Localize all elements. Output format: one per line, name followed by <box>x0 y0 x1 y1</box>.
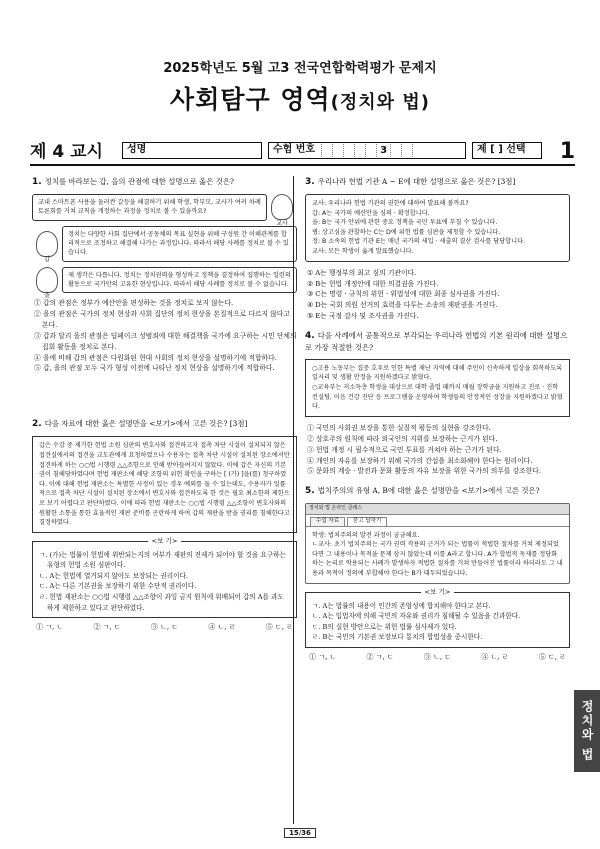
answer-5[interactable]: ⑤ ㄷ, ㄹ <box>265 623 293 632</box>
answer-3[interactable]: ③ ㄴ, ㄷ <box>150 623 179 632</box>
answer-2[interactable]: ② ㄱ, ㄷ <box>366 652 394 661</box>
dialogue-line: 정: B 소속의 헌법 기관 E는 매년 국가의 세입 · 세출의 결산 검사를 담당합니다. <box>312 238 526 246</box>
answer-5[interactable]: ⑤ ㄷ, ㄹ <box>538 652 566 661</box>
choice-2[interactable]: ② B는 헌법 개정안에 대한 의결권을 가진다. <box>307 279 439 288</box>
answer-choices <box>32 298 297 374</box>
right-column <box>305 176 570 668</box>
choice-1[interactable]: ① 갑의 관점은 정부가 예산안을 편성하는 것을 정치로 보지 않는다. <box>34 299 234 308</box>
tab-class-materials[interactable]: 수업 자료 <box>310 517 345 526</box>
choice-4[interactable]: ④ D는 국회 의원 선거의 효력을 다투는 소송의 재판권을 가진다. <box>307 301 498 310</box>
exam-title: 2025학년도 5월 고3 전국연합학력평가 문제지 <box>163 61 437 76</box>
question-text: 법치주의의 유형 A, B에 대한 옳은 설명만을 <보기>에서 고른 것은? <box>317 486 540 496</box>
bogi-item: ㄹ. 헌법 재판소는 ○○법 시행령 △△조항이 과잉 금지 원칙에 위배되어 갑의 A를 과도하게 제한하고 있다고 판단하였다. <box>39 592 284 612</box>
dialogue-box <box>305 194 570 262</box>
online-class-window <box>305 503 570 583</box>
bogi-item: ㄷ. A는 다른 기본권을 보장하기 위한 수단적 권리이다. <box>39 582 197 591</box>
bogi-item: ㄱ. A는 법률의 내용이 인간의 존엄성에 합치해야 한다고 본다. <box>312 601 491 610</box>
window-body <box>306 526 569 583</box>
name-label: 성명 <box>127 144 147 156</box>
question-text: 다음 자료에 대한 옳은 설명만을 <보기>에서 고른 것은? [3점] <box>44 419 248 429</box>
bogi-item: ㄷ. B의 실현 방안으로는 위헌 법률 심사제가 있다. <box>312 622 457 631</box>
subject-sub: (정치와 법) <box>330 92 430 113</box>
question-text: 다음 사례에서 공통적으로 부각되는 우리나라 헌법의 기본 원리에 대한 설명으로 가장 적절한 것은? <box>305 331 568 353</box>
eul-dialogue <box>32 267 297 300</box>
question-text: 우리나라 헌법 기관 A ~ E에 대한 설명으로 옳은 것은? [3점] <box>317 177 516 186</box>
bogi-box <box>32 536 297 618</box>
subject-main: 사회탐구 영역 <box>170 85 331 114</box>
gap-speech: 정치는 다양한 사회 집단에서 공동체의 목표 실현을 위해 구성원 간 이해관계를 합리적으로 조정하고 해결해 나가는 과정입니다. 따라서 해당 사례를 정치로 볼 수 있습니다. <box>62 226 297 262</box>
question-1 <box>32 176 297 374</box>
answer-choices <box>305 268 570 322</box>
gap-figure-icon <box>36 231 58 263</box>
question-text: 정치를 바라보는 갑, 을의 관점에 대한 설명으로 옳은 것은? <box>44 177 235 186</box>
teacher-dialogue <box>32 194 297 227</box>
bogi-box <box>305 587 570 648</box>
exam-number-label: 수험 번호 <box>273 144 316 156</box>
bogi-label: <보 기> <box>148 536 182 547</box>
eul-figure-icon <box>36 267 58 300</box>
page-footer <box>0 828 600 838</box>
choice-3[interactable]: ③ 헌법 개정 시 필수적으로 국민 투표를 거쳐야 하는 근거가 된다. <box>307 445 502 454</box>
case-line: ○교육부는 저소득층 학생을 대상으로 대학 졸업 때까지 매월 장학금을 지원하고 진로 · 진학 컨설팅, 이음 건강 진단 등 프로그램을 운영하여 학생들의 안정적인 성장을 지원하겠다고 밝혔다. <box>312 384 563 411</box>
period-label: 제 4 교시 <box>30 142 103 162</box>
footer-page-indicator: 15/36 <box>284 828 316 838</box>
name-box <box>122 142 262 159</box>
answer-4[interactable]: ④ ㄴ, ㄹ <box>481 652 509 661</box>
subject-title <box>0 82 600 118</box>
bogi-item: ㄴ. A는 헌법에 열거되지 않아도 보장되는 권리이다. <box>39 571 188 580</box>
gap-label: 갑 <box>44 255 50 263</box>
choice-2[interactable]: ② 상호주의 원칙에 따라 외국인의 지위를 보장하는 근거가 된다. <box>307 434 498 443</box>
exam-header-bar <box>30 138 575 166</box>
question-5 <box>305 485 570 662</box>
answer-3[interactable]: ③ ㄴ, ㄷ <box>423 652 452 661</box>
eul-label: 을 <box>44 292 50 300</box>
page-number: 1 <box>559 139 575 164</box>
select-label: 제 [ ] 선택 <box>477 144 526 156</box>
passage-box: 갑은 수감 중 제기한 헌법 소원 심판의 변호사와 접견하고자 접촉 차단 시설이 설치되지 않은 접견실에서의 접견을 교도관에게 요청하였으나 수용자는 접촉 차단 시설이 설치된 장소에서만 접견하게 하는 ○○법 시행령 △△조항으로 인해 받아들여지지 않았다. 이에 갑은 자신의 기본권이 침해당하였다며 헌법 재판소에 해당 조항의 위헌 확인을 구하는 [ (가) ]을(를) 청구하였다. 이에 대해 헌법 재판소는 특별한 사정이 있는 경우 예외를 둘 수 있는데도, 수용자가 일률적으로 접촉 차단 시설이 설치된 장소에서 변호사와 접견하도록 한 것은 필요 최소한의 제한으로 보기 어렵다고 판단하였다. 이에 따라 헌법 재판소는 ○○법 시행령 △△조항이 변호사와의 원활한 소통을 통한 효율적인 재판 준비를 곤란하게 하여 갑의 재판을 받을 권리를 침해한다고 결정하였다. <box>32 436 297 532</box>
dialogue-line: 교사: 우리나라 헌법 기관의 권한에 대하여 발표해 볼까요? <box>312 200 469 208</box>
answer-options <box>32 622 297 632</box>
case-line: ○고용 노동부는 집중 호우로 인한 특별 재난 지역에 대해 주민이 신속하게 일상을 회복하도록 일자리 및 생활 안정을 지원하겠다고 밝혔다. <box>312 364 563 382</box>
answer-choices <box>305 423 570 477</box>
answer-1[interactable]: ① ㄱ, ㄴ <box>309 652 337 661</box>
answer-1[interactable]: ① ㄱ, ㄴ <box>36 623 64 632</box>
dialogue-line: 교사: 모든 학생이 옳게 발표했습니다. <box>312 248 414 256</box>
teacher-message: ㄴ교사: 초기 법치주의는 국가 권력 작용의 근거가 되는 법률이 적법한 절차를 거쳐 제정되었다면 그 내용이나 목적을 문제 삼지 않았는데 이를 A라고 합니다. A가 합법적 독재를 정당화하는 논리로 악용되는 사례가 발생하자 적법한 절차를 거쳐 만들어진 법률이라 하더라도 그 내용과 목적이 정의에 부합해야 한다는 B가 대두되었습니다. <box>312 541 563 577</box>
choice-5[interactable]: ⑤ E는 국정 감사 및 조사권을 가진다. <box>307 312 419 321</box>
teacher-label: 교사 <box>276 219 288 227</box>
answer-2[interactable]: ② ㄱ, ㄷ <box>93 623 121 632</box>
question-number: 4. <box>305 331 315 342</box>
question-3 <box>305 176 570 322</box>
case-box <box>305 359 570 417</box>
exam-number-cells <box>321 144 423 157</box>
exam-number-box <box>268 142 466 159</box>
student-message: 학생: 법치주의의 발전 과정이 궁금해요. <box>312 531 420 539</box>
choice-3[interactable]: ③ 갑과 달리 을의 관점은 딥페이크 성범죄에 대한 해결책을 국가에 요구하는 시민 단체의 집회 활동을 정치로 본다. <box>34 331 297 351</box>
choice-2[interactable]: ② 을의 관점은 국가의 정치 현상과 사회 집단의 정치 현상을 본질적으로 다르지 않다고 본다. <box>34 310 290 329</box>
tab-qna[interactable]: 묻고 답하기 <box>347 517 387 526</box>
bogi-item: ㄱ. (가)는 법률이 헌법에 위반되는지의 여부가 재판의 전제가 되어야 할 것을 요구하는 유형의 헌법 소원 심판이다. <box>39 550 286 570</box>
answer-4[interactable]: ④ ㄴ, ㄹ <box>208 623 236 632</box>
window-tabs <box>306 515 569 526</box>
footer-total: 36 <box>301 829 311 837</box>
question-number: 5. <box>305 486 315 497</box>
footer-page: 15 <box>289 829 299 837</box>
bogi-item: ㄹ. B는 국민의 기본권 보장보다 통치의 합법성을 중시한다. <box>312 633 483 642</box>
answer-options <box>305 652 570 662</box>
choice-3[interactable]: ③ C는 명령 · 규칙의 위헌 · 위법성에 대한 최종 심사권을 가진다. <box>307 290 500 299</box>
choice-5[interactable]: ⑤ 갑, 을의 관점 모두 국가 형성 이전에 나타난 정치 현상을 설명하기에 적합하다. <box>34 364 275 373</box>
choice-5[interactable]: ⑤ 문화의 계승 · 발전과 문화 활동의 자유 보장을 위한 국가의 의무를 강조한다. <box>307 467 542 476</box>
left-column <box>32 176 297 638</box>
eul-speech: 제 생각은 다릅니다. 정치는 정치권력을 형성하고 정책을 결정하여 집행하는 일련의 활동으로 국가만의 고유한 현상입니다. 따라서 해당 사례를 정치로 볼 수 없습니다. <box>62 267 297 294</box>
subject-side-tab: 정치와 법 <box>574 690 600 772</box>
dialogue-line: 갑: A는 국가의 예산안을 심의 · 확정합니다. <box>312 209 430 217</box>
question-4 <box>305 330 570 477</box>
choice-1[interactable]: ① 국민의 사회권 보장을 통한 실질적 평등의 실현을 강조한다. <box>307 423 491 432</box>
dialogue-line: 병: 상고심을 관할하는 C는 D에 위헌 법률 심판을 제청할 수 있습니다. <box>312 228 501 236</box>
teacher-speech: 교내 스마트폰 사용을 둘러싼 갈등을 해결하기 위해 학생, 학부모, 교사가 여러 차례 토론회를 거쳐 교칙을 개정하는 과정을 정치로 볼 수 있을까요? <box>32 194 267 221</box>
select-box <box>472 142 542 159</box>
question-number: 1. <box>32 177 42 187</box>
teacher-figure-icon <box>271 194 293 227</box>
question-number: 3. <box>305 177 315 187</box>
question-2 <box>32 418 297 632</box>
choice-1[interactable]: ① A는 행정부의 최고 심의 기관이다. <box>307 268 417 277</box>
question-number: 2. <box>32 419 42 430</box>
gap-dialogue <box>32 226 297 262</box>
exam-number-digit: 3 <box>376 144 390 157</box>
dialogue-line: 을: B는 국가 안위에 관한 중요 정책을 국민 투표에 부칠 수 있습니다. <box>312 219 498 227</box>
choice-4[interactable]: ④ 개인의 자유를 보장하기 위해 국가의 간섭을 최소화해야 한다는 원리이다. <box>307 456 533 465</box>
window-titlebar: 정치와 법 온라인 클래스 <box>306 504 569 514</box>
choice-4[interactable]: ④ 을에 비해 갑의 관점은 다원화된 현대 사회의 정치 현상을 설명하기에 적합하다. <box>34 353 277 362</box>
bogi-label: <보 기> <box>421 587 455 598</box>
bogi-item: ㄴ. A는 입법자에 의해 국민의 자유와 권리가 침해될 수 있음을 간과한다. <box>312 612 521 621</box>
